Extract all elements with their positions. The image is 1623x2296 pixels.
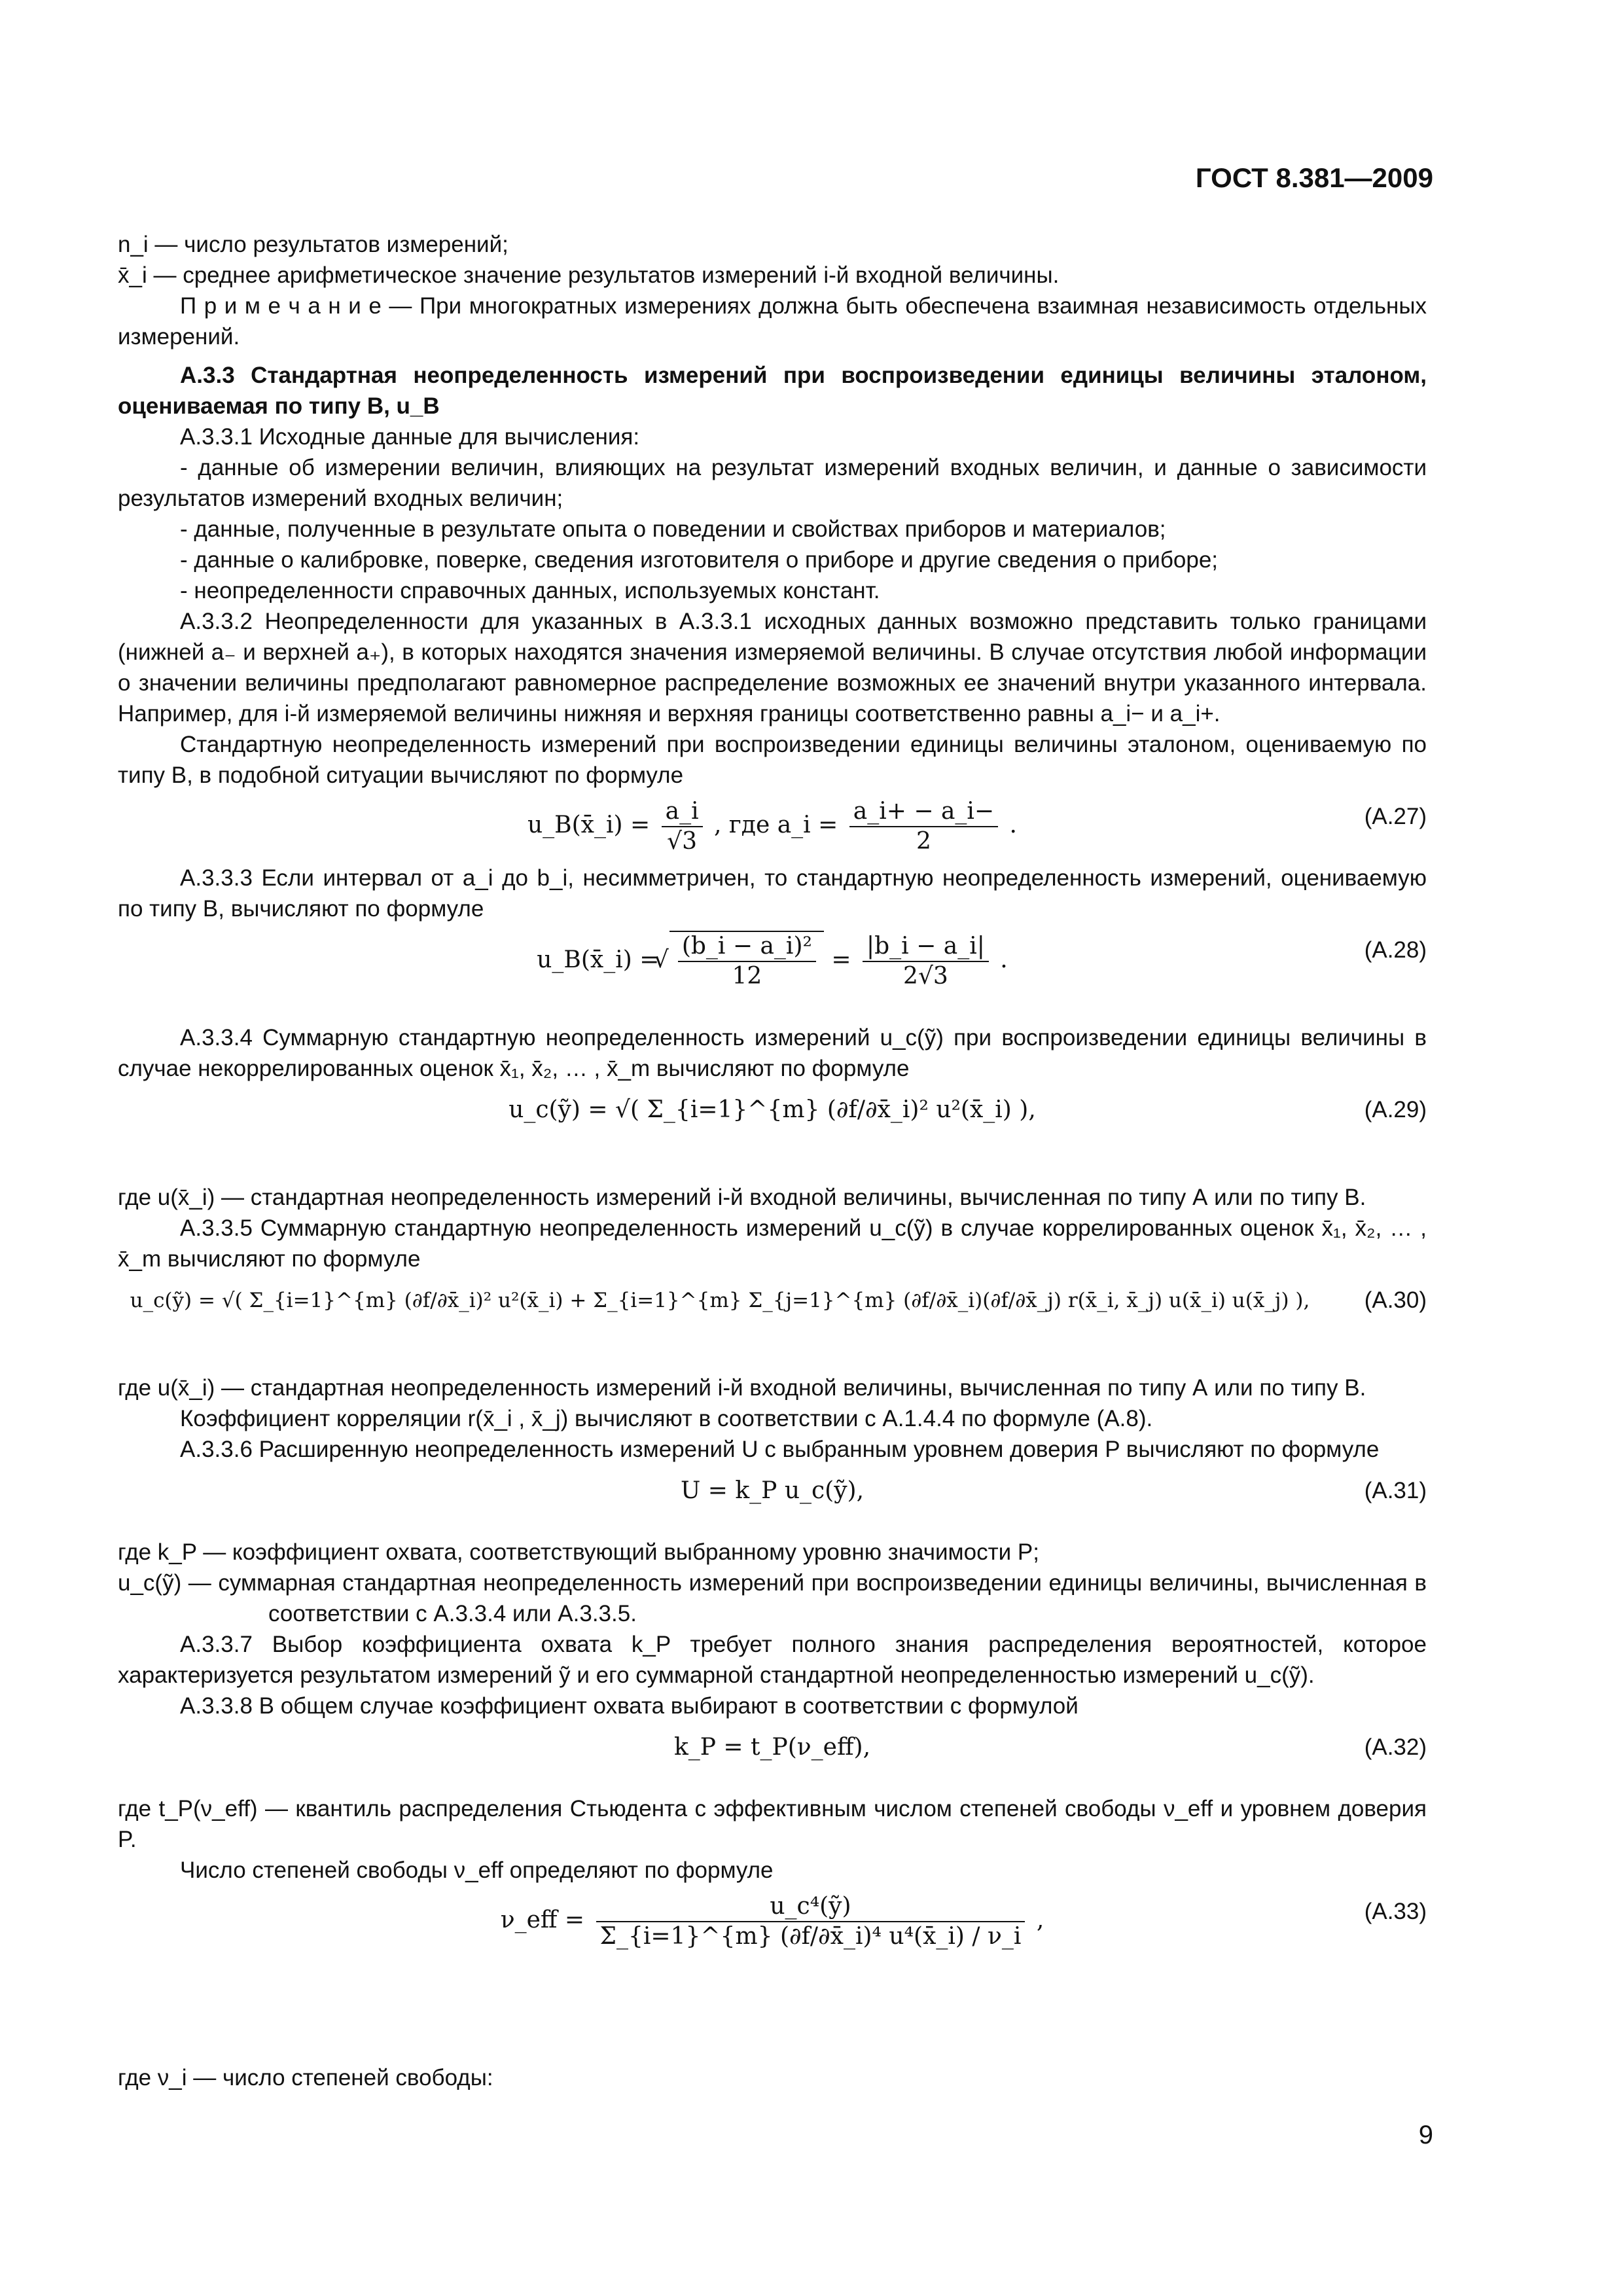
paragraph-a337: А.3.3.7 Выбор коэффициента охвата k_P требует полного знания распределения вероятностей, которое характеризуется результатом измерений ỹ и его суммарной стандартной неопределенностью измерений u_c(ỹ). bbox=[118, 1632, 1427, 1688]
paragraph-a336: А.3.3.6 Расширенную неопределенность измерений U с выбранным уровнем доверия P вычисляют по формуле bbox=[180, 1437, 1380, 1462]
bullet-4: - неопределенности справочных данных, используемых констант. bbox=[180, 578, 880, 603]
eq28-fraction-2 bbox=[863, 932, 989, 991]
eq27-fraction bbox=[662, 797, 703, 856]
definition-x-bar-i: x̄_i — среднее арифметическое значение результатов измерений i-й входной величины. bbox=[118, 262, 1060, 288]
eq33-num: u_c⁴(ỹ) bbox=[596, 1892, 1026, 1922]
where-a29: где u(x̄_i) — стандартная неопределенность измерений i-й входной величины, вычисленная по типу А или по типу В. bbox=[118, 1185, 1366, 1210]
equation-number: (А.32) bbox=[1364, 1734, 1427, 1760]
eq33-den: Σ_{i=1}^{m} (∂f/∂x̄_i)⁴ u⁴(x̄_i) / ν_i bbox=[599, 1923, 1022, 1950]
eq27-end: . bbox=[1009, 812, 1017, 838]
paragraph-type-b: Стандартную неопределенность измерений при воспроизведении единицы величины эталоном, оцениваемую по типу В, в подобной ситуации вычисляют по формуле bbox=[118, 732, 1427, 788]
eq28-num2: |b_i − a_i| bbox=[863, 932, 989, 962]
where-a31-uc: u_c(ỹ) — суммарная стандартная неопределенность измерений при воспроизведении единицы величины, вычисленная в соответствии с А.3.3.4 или А.3.3.5. bbox=[118, 1570, 1427, 1626]
section-title: А.3.3 Стандартная неопределенность измерений при воспроизведении единицы величины эталоном, оцениваемая по типу В, u_B bbox=[118, 363, 1427, 419]
eq28-end: . bbox=[1000, 946, 1008, 973]
eq28-mid: = bbox=[831, 946, 851, 973]
equation-number: (А.31) bbox=[1364, 1478, 1427, 1503]
where-a32: где t_P(ν_eff) — квантиль распределения Стьюдента с эффективным числом степеней свободы ν_eff и уровнем доверия P. bbox=[118, 1796, 1427, 1852]
paragraph-a338: А.3.3.8 В общем случае коэффициент охвата выбирают в соответствии с формулой bbox=[180, 1693, 1079, 1719]
equation-a32 bbox=[118, 1728, 1427, 1787]
eq27-lhs: u_B(x̄_i) = bbox=[527, 812, 651, 838]
eq31-formula: U = k_P u_c(ỹ), bbox=[680, 1477, 865, 1504]
equation-number: (А.29) bbox=[1364, 1097, 1427, 1122]
eq27-num: a_i bbox=[662, 797, 703, 827]
equation-a31 bbox=[118, 1471, 1427, 1530]
definition-n-i: n_i — число результатов измерений; bbox=[118, 232, 508, 257]
paragraph-a335: А.3.3.5 Суммарную стандартную неопределенность измерений u_c(ỹ) в случае коррелированных оценок x̄₁, x̄₂, … , x̄_m вычисляют по формуле bbox=[118, 1215, 1427, 1272]
note: П р и м е ч а н и е — При многократных измерениях должна быть обеспечена взаимная независимость отдельных измерений. bbox=[118, 293, 1427, 350]
equation-a30 bbox=[118, 1281, 1427, 1366]
correlation-note: Коэффициент корреляции r(x̄_i , x̄_j) вычисляют в соответствии с А.1.4.4 по формуле (А.8). bbox=[180, 1406, 1153, 1431]
equation-a28 bbox=[118, 931, 1427, 1016]
degrees-of-freedom-intro: Число степеней свободы ν_eff определяют по формуле bbox=[180, 1857, 774, 1883]
eq27-mid: , где a_i = bbox=[714, 812, 838, 838]
eq33-lhs: ν_eff = bbox=[500, 1907, 585, 1933]
document-code: ГОСТ 8.381—2009 bbox=[1195, 162, 1433, 193]
bullet-3: - данные о калибровке, поверке, сведения изготовителя о приборе и другие сведения о приборе; bbox=[180, 547, 1219, 573]
eq28-den2: 2√3 bbox=[903, 963, 948, 990]
page-content bbox=[118, 229, 1427, 2093]
eq28-den: 12 bbox=[732, 963, 762, 990]
where-a33: где ν_i — число степеней свободы: bbox=[118, 2065, 493, 2090]
equation-a27 bbox=[118, 797, 1427, 856]
eq33-end: , bbox=[1036, 1907, 1044, 1933]
paragraph-a332: А.3.3.2 Неопределенности для указанных в А.3.3.1 исходных данных возможно представить только границами (нижней a₋ и верхней a₊), в которых находятся значения измеряемой величины. В случае отсутствия любой информации о значении величины предполагают равномерное распределение возможных ее значений внутри указанного интервала. Например, для i-й измеряемой величины нижняя и верхняя границы соответственно равны a_i− и a_i+. bbox=[118, 609, 1427, 726]
eq32-formula: k_P = t_P(ν_eff), bbox=[673, 1734, 871, 1761]
eq29-formula: u_c(ỹ) = √( Σ_{i=1}^{m} (∂f/∂x̄_i)² u²(x̄_i) ), bbox=[508, 1096, 1036, 1123]
equation-number: (А.30) bbox=[1364, 1287, 1427, 1313]
bullet-1: - данные об измерении величин, влияющих на результат измерений входных величин, и данные о зависимости результатов измерений входных величин; bbox=[118, 455, 1427, 511]
paragraph-a333: А.3.3.3 Если интервал от a_i до b_i, несимметричен, то стандартную неопределенность измерений, оцениваемую по типу В, вычисляют по формуле bbox=[118, 865, 1427, 922]
eq28-lhs: u_B(x̄_i) = bbox=[537, 946, 660, 973]
equation-number: (А.27) bbox=[1364, 804, 1427, 829]
paragraph-a334: А.3.3.4 Суммарную стандартную неопределенность измерений u_c(ỹ) при воспроизведении единицы величины в случае некоррелированных оценок x̄₁, x̄₂, … , x̄_m вычисляют по формуле bbox=[118, 1025, 1427, 1081]
where-a31-kp: где k_P — коэффициент охвата, соответствующий выбранному уровню значимости P; bbox=[118, 1539, 1039, 1565]
eq27-den2: 2 bbox=[916, 828, 931, 855]
where-a30: где u(x̄_i) — стандартная неопределенность измерений i-й входной величины, вычисленная по типу А или по типу В. bbox=[118, 1375, 1366, 1401]
eq27-den: √3 bbox=[667, 828, 698, 855]
eq28-num: √ (b_i − a_i)² bbox=[678, 932, 816, 962]
page-number: 9 bbox=[1418, 2121, 1433, 2149]
equation-number: (А.28) bbox=[1364, 937, 1427, 963]
eq28-sqrt bbox=[669, 931, 824, 991]
eq30-formula: u_c(ỹ) = √( Σ_{i=1}^{m} (∂f/∂x̄_i)² u²(x̄_i) + Σ_{i=1}^{m} Σ_{j=1}^{m} (∂f/∂x̄_i)(∂f/∂x̄_j) r(x̄_i, x̄_j) u(x̄_i) u(x̄_j) ), bbox=[130, 1289, 1310, 1312]
paragraph-a331: А.3.3.1 Исходные данные для вычисления: bbox=[180, 424, 640, 450]
equation-a29 bbox=[118, 1090, 1427, 1175]
eq33-fraction bbox=[596, 1892, 1026, 1951]
equation-a33 bbox=[118, 1892, 1427, 2056]
bullet-2: - данные, полученные в результате опыта о поведении и свойствах приборов и материалов; bbox=[180, 516, 1166, 542]
equation-number: (А.33) bbox=[1364, 1899, 1427, 1924]
eq27-fraction-2 bbox=[849, 797, 998, 856]
eq27-num2: a_i+ − a_i− bbox=[849, 797, 998, 827]
